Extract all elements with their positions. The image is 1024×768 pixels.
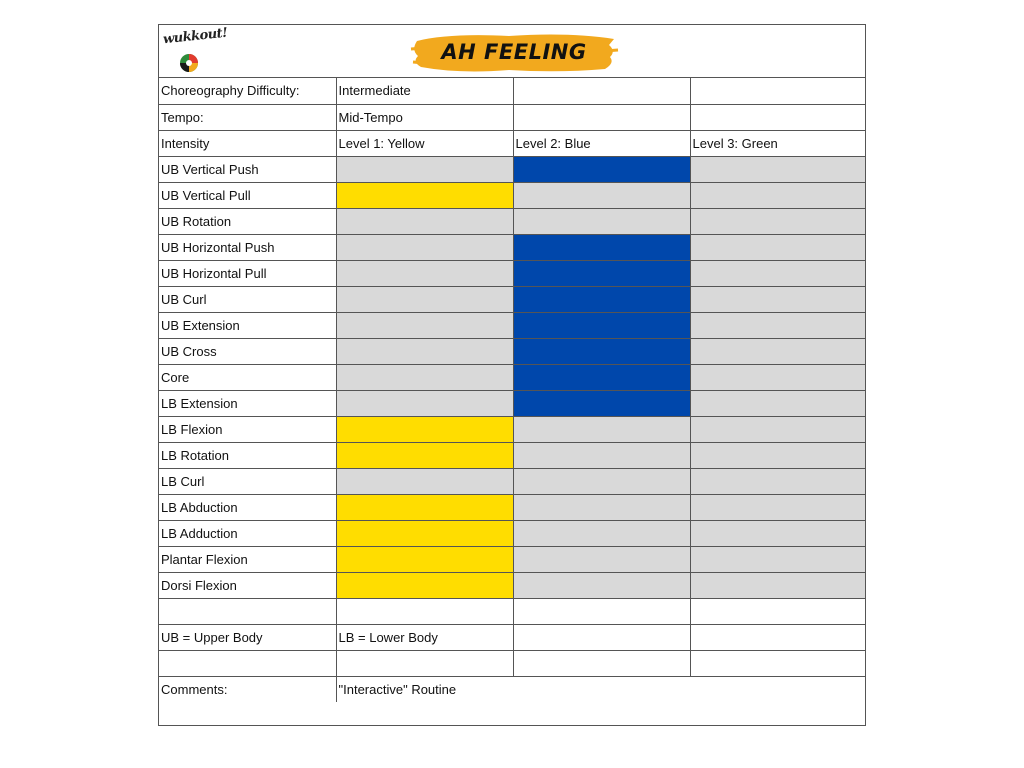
level-3-cell (690, 442, 865, 468)
movement-name: UB Vertical Push (159, 156, 336, 182)
level-2-cell (513, 312, 690, 338)
legend-row (159, 624, 865, 650)
empty-cell (159, 598, 336, 624)
movement-name: LB Abduction (159, 494, 336, 520)
level-2-cell (513, 468, 690, 494)
movement-row (159, 416, 865, 442)
movement-row (159, 338, 865, 364)
intensity-label: Intensity (159, 130, 336, 156)
level-2-header: Level 2: Blue (513, 130, 690, 156)
empty-cell (513, 78, 690, 104)
empty-cell (159, 650, 336, 676)
empty-cell (690, 624, 865, 650)
tempo-label: Tempo: (159, 104, 336, 130)
level-3-cell (690, 312, 865, 338)
level-3-cell (690, 338, 865, 364)
level-3-cell (690, 546, 865, 572)
movement-name: UB Horizontal Pull (159, 260, 336, 286)
level-1-cell (336, 494, 513, 520)
movement-row (159, 312, 865, 338)
level-1-cell (336, 442, 513, 468)
level-3-cell (690, 260, 865, 286)
level-2-cell (513, 442, 690, 468)
movement-row (159, 390, 865, 416)
level-3-cell (690, 520, 865, 546)
comments-row (159, 676, 865, 702)
level-2-cell (513, 494, 690, 520)
level-1-cell (336, 260, 513, 286)
level-3-cell (690, 208, 865, 234)
movement-row (159, 364, 865, 390)
movement-row (159, 520, 865, 546)
level-1-cell (336, 364, 513, 390)
empty-cell (336, 598, 513, 624)
movement-name: UB Horizontal Push (159, 234, 336, 260)
movement-row (159, 494, 865, 520)
empty-cell (513, 650, 690, 676)
movement-name: LB Adduction (159, 520, 336, 546)
level-2-cell (513, 286, 690, 312)
movement-row (159, 546, 865, 572)
movement-name: LB Flexion (159, 416, 336, 442)
difficulty-label: Choreography Difficulty: (159, 78, 336, 104)
level-1-cell (336, 520, 513, 546)
comments-label: Comments: (159, 676, 336, 702)
tempo-value: Mid-Tempo (336, 104, 513, 130)
level-2-cell (513, 416, 690, 442)
movement-name: Plantar Flexion (159, 546, 336, 572)
level-3-cell (690, 390, 865, 416)
empty-cell (690, 598, 865, 624)
level-3-cell (690, 468, 865, 494)
logo-circle-icon (179, 53, 199, 73)
difficulty-row (159, 78, 865, 104)
level-2-cell (513, 390, 690, 416)
movement-row (159, 286, 865, 312)
movement-name: UB Rotation (159, 208, 336, 234)
level-1-header: Level 1: Yellow (336, 130, 513, 156)
empty-cell (690, 650, 865, 676)
comments-value: "Interactive" Routine (336, 676, 865, 702)
movement-row (159, 234, 865, 260)
empty-cell (513, 598, 690, 624)
level-2-cell (513, 260, 690, 286)
level-2-cell (513, 208, 690, 234)
level-1-cell (336, 390, 513, 416)
level-2-cell (513, 182, 690, 208)
level-3-cell (690, 572, 865, 598)
empty-cell (513, 104, 690, 130)
routine-sheet (158, 24, 866, 726)
level-1-cell (336, 156, 513, 182)
level-1-cell (336, 338, 513, 364)
movement-row (159, 468, 865, 494)
movement-name: Dorsi Flexion (159, 572, 336, 598)
level-3-header: Level 3: Green (690, 130, 865, 156)
level-1-cell (336, 468, 513, 494)
logo-text: wukkout! (162, 25, 229, 48)
level-1-cell (336, 286, 513, 312)
movement-row (159, 208, 865, 234)
level-2-cell (513, 572, 690, 598)
level-3-cell (690, 286, 865, 312)
level-2-cell (513, 364, 690, 390)
routine-table (159, 78, 865, 702)
intensity-row (159, 130, 865, 156)
empty-cell (336, 650, 513, 676)
level-3-cell (690, 182, 865, 208)
level-3-cell (690, 234, 865, 260)
level-1-cell (336, 234, 513, 260)
level-1-cell (336, 312, 513, 338)
movement-row (159, 182, 865, 208)
level-2-cell (513, 520, 690, 546)
level-2-cell (513, 546, 690, 572)
movement-row (159, 572, 865, 598)
sheet-header (159, 25, 865, 78)
level-1-cell (336, 182, 513, 208)
level-2-cell (513, 156, 690, 182)
level-3-cell (690, 416, 865, 442)
level-2-cell (513, 234, 690, 260)
empty-cell (513, 624, 690, 650)
brand-logo (162, 25, 229, 75)
level-1-cell (336, 416, 513, 442)
movement-name: UB Cross (159, 338, 336, 364)
level-3-cell (690, 364, 865, 390)
movement-row (159, 260, 865, 286)
movement-name: UB Extension (159, 312, 336, 338)
tempo-row (159, 104, 865, 130)
spacer-row (159, 598, 865, 624)
movement-name: LB Rotation (159, 442, 336, 468)
difficulty-value: Intermediate (336, 78, 513, 104)
level-2-cell (513, 338, 690, 364)
legend-lb: LB = Lower Body (336, 624, 513, 650)
movement-row (159, 156, 865, 182)
level-1-cell (336, 572, 513, 598)
movement-name: UB Curl (159, 286, 336, 312)
spacer-row (159, 650, 865, 676)
level-1-cell (336, 546, 513, 572)
movement-name: LB Extension (159, 390, 336, 416)
title-banner (409, 29, 619, 75)
routine-title: AH FEELING (441, 40, 587, 64)
movement-name: LB Curl (159, 468, 336, 494)
empty-cell (690, 78, 865, 104)
empty-cell (690, 104, 865, 130)
level-1-cell (336, 208, 513, 234)
movement-row (159, 442, 865, 468)
movement-name: UB Vertical Pull (159, 182, 336, 208)
level-3-cell (690, 494, 865, 520)
movement-name: Core (159, 364, 336, 390)
legend-ub: UB = Upper Body (159, 624, 336, 650)
level-3-cell (690, 156, 865, 182)
